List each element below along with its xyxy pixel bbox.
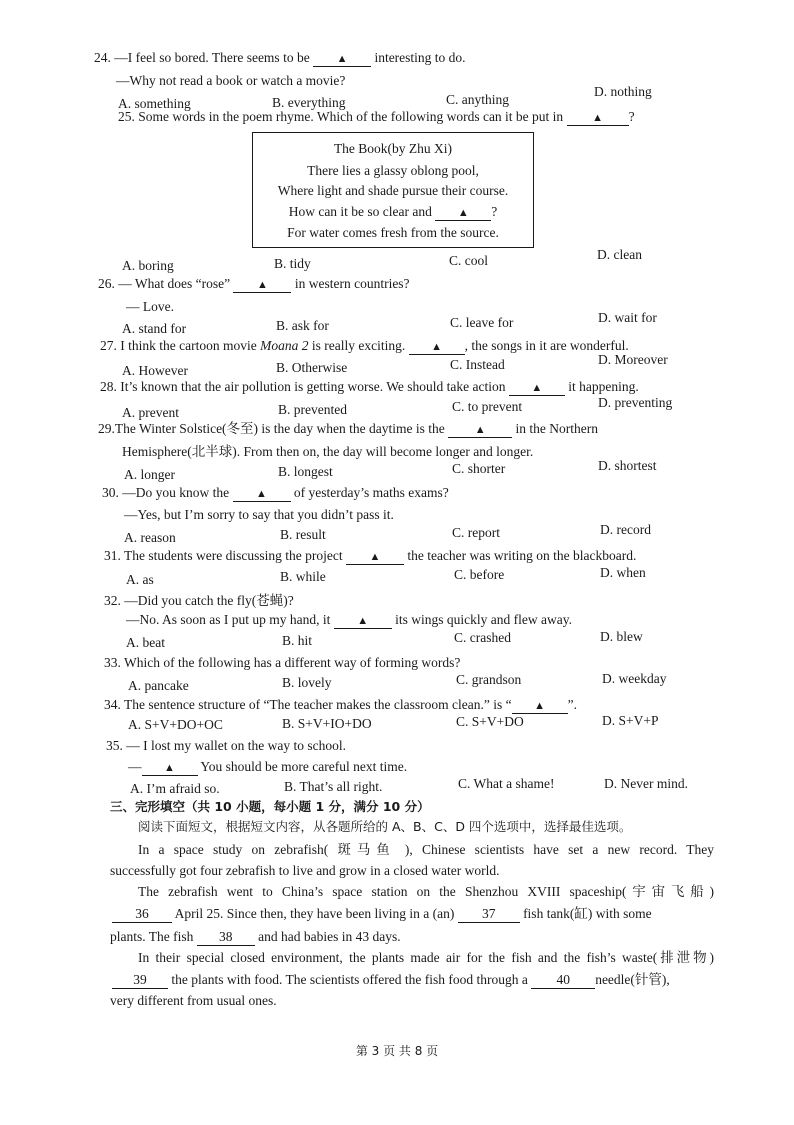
q33-option-d: D. weekday	[602, 671, 667, 686]
q28-text-a: 28. It’s known that the air pollution is getting worse. We should take action	[100, 379, 506, 394]
q35-dash: —	[128, 759, 142, 774]
blank-38: 38	[197, 929, 255, 946]
q27-stem	[100, 336, 629, 356]
q32-text-b: its wings quickly and flew away.	[395, 612, 572, 627]
poem-title: The Book(by Zhu Xi)	[333, 141, 453, 156]
q25-qmark: ?	[628, 109, 635, 124]
blank-triangle-icon: ▲	[357, 615, 369, 627]
blank-triangle-icon: ▲	[457, 207, 469, 219]
blank-40: 40	[531, 972, 595, 989]
q31-option-b: B. while	[280, 569, 326, 584]
blank-triangle-icon: ▲	[431, 341, 443, 353]
passage-p2-line3-a: plants. The fish	[110, 929, 194, 944]
q25-option-d: D. clean	[597, 247, 642, 262]
q30-option-a: A. reason	[124, 530, 176, 545]
q33-stem: 33. Which of the following has a different way of forming words?	[104, 655, 461, 670]
q34-option-b: B. S+V+IO+DO	[282, 716, 372, 731]
q26-option-a: A. stand for	[122, 321, 187, 336]
passage-p3-line1: In their special closed environment, the plants made air for the fish and the fish’s waste(排泄物)	[138, 950, 714, 965]
q29-blank	[448, 421, 512, 438]
q27-option-a: A. However	[122, 363, 188, 378]
q26-text-b: in western countries?	[294, 276, 410, 291]
q32-blank	[334, 612, 392, 629]
blank-triangle-icon: ▲	[531, 382, 543, 394]
q31-option-c: C. before	[454, 567, 505, 582]
q30-line2: —Yes, but I’m sorry to say that you didn’t pass it.	[124, 507, 394, 522]
poem-line-3-text: How can it be so clear and	[288, 204, 432, 219]
q27-movie-title: Moana 2	[260, 338, 309, 353]
q29-option-a: A. longer	[124, 467, 175, 482]
passage-p3-line2-b: needle(针管),	[595, 972, 670, 987]
q24-option-b: B. everything	[272, 95, 346, 110]
section3-instruction: 阅读下面短文，根据短文内容，从各题所给的 A、B、C、D 四个选项中，选择最佳选项。	[138, 819, 632, 834]
q26-stem	[98, 274, 410, 294]
q32-stem: 32. —Did you catch the fly(苍蝇)?	[104, 593, 294, 608]
q27-blank	[409, 338, 465, 355]
poem-line-3	[253, 202, 533, 222]
q35-text-b: You should be more careful next time.	[200, 759, 408, 774]
passage-p2-line1: The zebrafish went to China’s space station on the Shenzhou XVIII spaceship(宇宙飞船)	[138, 884, 714, 899]
q31-text-b: the teacher was writing on the blackboard.	[407, 548, 637, 563]
q25-option-b: B. tidy	[274, 256, 311, 271]
q25-stem	[118, 107, 635, 127]
q27-text-a: 27. I think the cartoon movie	[100, 338, 257, 353]
q27-option-c: C. Instead	[450, 357, 505, 372]
q28-option-b: B. prevented	[278, 402, 347, 417]
poem-line-1: There lies a glassy oblong pool,	[307, 163, 479, 178]
q24-line2: —Why not read a book or watch a movie?	[116, 73, 346, 88]
q32-option-a: A. beat	[126, 635, 165, 650]
passage-p2-line2	[112, 904, 652, 924]
q25-option-c: C. cool	[449, 253, 488, 268]
q28-text-b: it happening.	[568, 379, 639, 394]
q28-option-c: C. to prevent	[452, 399, 523, 414]
q31-stem	[104, 546, 636, 566]
q28-option-a: A. prevent	[122, 405, 179, 420]
q24-text-a: —I feel so bored. There seems to be	[114, 50, 310, 65]
q30-option-d: D. record	[600, 522, 651, 537]
passage-p3-line3: very different from usual ones.	[110, 993, 277, 1008]
q25-blank	[567, 109, 629, 126]
q31-blank	[346, 548, 404, 565]
q26-blank	[233, 276, 291, 293]
q30-stem	[102, 483, 449, 503]
q27-text-c: , the songs in it are wonderful.	[464, 338, 629, 353]
poem-line-4: For water comes fresh from the source.	[287, 225, 499, 240]
q32-text-a: —No. As soon as I put up my hand, it	[126, 612, 331, 627]
section3-heading: 三、完形填空（共 10 小题，每小题 1 分，满分 10 分）	[110, 799, 430, 814]
blank-triangle-icon: ▲	[592, 112, 603, 124]
q26-text-a: 26. — What does “rose”	[98, 276, 231, 291]
q31-option-a: A. as	[126, 572, 154, 587]
q24-number: 24.	[94, 50, 111, 65]
q32-option-c: C. crashed	[454, 630, 511, 645]
blank-triangle-icon: ▲	[336, 53, 348, 65]
q26-line2: — Love.	[126, 299, 174, 314]
q29-stem	[98, 419, 598, 439]
blank-triangle-icon: ▲	[534, 700, 546, 712]
q35-option-d: D. Never mind.	[604, 776, 688, 791]
poem-blank	[435, 204, 491, 221]
q26-option-c: C. leave for	[450, 315, 514, 330]
q27-option-d: D. Moreover	[598, 352, 668, 367]
q35-option-c: C. What a shame!	[458, 776, 555, 791]
passage-p2-line3	[110, 927, 401, 947]
q26-option-d: D. wait for	[598, 310, 657, 325]
q34-text-a: 34. The sentence structure of “The teacher makes the classroom clean.” is “	[104, 697, 512, 712]
q29-option-b: B. longest	[278, 464, 333, 479]
passage-p2-line2-a: April 25. Since then, they have been living in a (an)	[174, 906, 455, 921]
q30-text-b: of yesterday’s maths exams?	[293, 485, 449, 500]
poem-box	[252, 132, 534, 248]
blank-37: 37	[458, 906, 520, 923]
blank-triangle-icon: ▲	[474, 424, 486, 436]
q25-text: 25. Some words in the poem rhyme. Which of the following words can it be put in	[118, 109, 564, 124]
q28-option-d: D. preventing	[598, 395, 673, 410]
q34-option-c: C. S+V+DO	[456, 714, 524, 729]
passage-p3-line2	[112, 970, 670, 990]
q34-option-a: A. S+V+DO+OC	[128, 717, 223, 732]
q33-option-b: B. lovely	[282, 675, 332, 690]
poem-line-2: Where light and shade pursue their course.	[277, 183, 509, 198]
q30-blank	[233, 485, 291, 502]
blank-triangle-icon: ▲	[257, 279, 268, 291]
q29-option-d: D. shortest	[598, 458, 657, 473]
q27-option-b: B. Otherwise	[276, 360, 348, 375]
q24-text-b: interesting to do.	[374, 50, 466, 65]
q30-text-a: 30. —Do you know the	[102, 485, 230, 500]
q29-line2: Hemisphere(北半球). From then on, the day will become longer and longer.	[122, 444, 534, 459]
q33-option-c: C. grandson	[456, 672, 522, 687]
q27-text-b: is really exciting.	[311, 338, 406, 353]
q24-option-d: D. nothing	[594, 84, 652, 99]
q35-line2	[128, 757, 407, 777]
q24-blank	[313, 50, 371, 67]
q34-option-d: D. S+V+P	[602, 713, 659, 728]
q29-text-b: in the Northern	[515, 421, 598, 436]
q31-option-d: D. when	[600, 565, 646, 580]
q32-option-d: D. blew	[600, 629, 643, 644]
q28-stem	[100, 377, 639, 397]
q35-option-a: A. I’m afraid so.	[130, 781, 220, 796]
q35-option-b: B. That’s all right.	[284, 779, 383, 794]
poem-line-3-end: ?	[491, 204, 498, 219]
q29-text-a: 29.The Winter Solstice(冬至) is the day when the daytime is the	[98, 421, 445, 436]
q30-option-b: B. result	[280, 527, 326, 542]
q32-option-b: B. hit	[282, 633, 313, 648]
q26-option-b: B. ask for	[276, 318, 329, 333]
q24-option-c: C. anything	[446, 92, 509, 107]
blank-triangle-icon: ▲	[256, 488, 267, 500]
q24-option-a: A. something	[118, 96, 191, 111]
blank-39: 39	[112, 972, 168, 989]
blank-triangle-icon: ▲	[369, 551, 381, 563]
q31-text-a: 31. The students were discussing the project	[104, 548, 343, 563]
q30-option-c: C. report	[452, 525, 500, 540]
blank-36: 36	[112, 906, 172, 923]
q33-option-a: A. pancake	[128, 678, 189, 693]
blank-triangle-icon: ▲	[164, 762, 175, 774]
passage-p2-line2-b: fish tank(缸) with some	[523, 906, 652, 921]
q34-text-b: ”.	[567, 697, 577, 712]
q32-line2	[126, 610, 572, 630]
passage-p3-line2-a: the plants with food. The scientists offered the fish food through a	[171, 972, 528, 987]
q29-option-c: C. shorter	[452, 461, 506, 476]
q35-blank	[142, 759, 198, 776]
passage-p1-line2: successfully got four zebrafish to live and grow in a closed water world.	[110, 863, 500, 878]
page-footer: 第 3 页 共 8 页	[355, 1044, 439, 1058]
q25-option-a: A. boring	[122, 258, 174, 273]
q28-blank	[509, 379, 565, 396]
passage-p1-line1: In a space study on zebrafish( 斑马鱼 ), Chinese scientists have set a new record. They	[138, 842, 714, 857]
q35-stem: 35. — I lost my wallet on the way to school.	[106, 738, 346, 753]
passage-p2-line3-b: and had babies in 43 days.	[258, 929, 401, 944]
q24-stem	[94, 48, 466, 68]
